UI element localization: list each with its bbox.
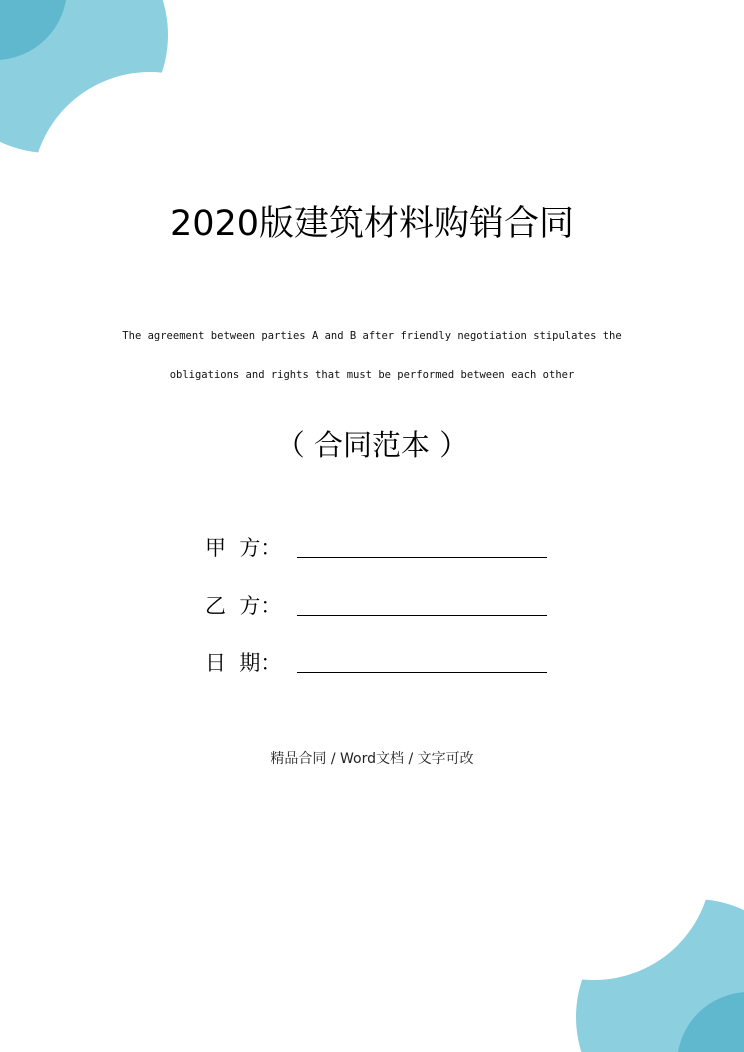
party-a-field	[205, 532, 547, 562]
date-blank-line[interactable]	[297, 672, 547, 673]
party-b-blank-line[interactable]	[297, 615, 547, 616]
document-title: 2020版建筑材料购销合同	[169, 204, 575, 244]
contract-sample-label: （ 合同范本 ）	[275, 428, 469, 462]
date-label: 日 期：	[205, 651, 282, 675]
party-b-label: 乙 方：	[205, 594, 282, 618]
top-left-decoration	[0, 0, 180, 200]
bottom-right-decoration	[564, 852, 744, 1052]
date-field	[205, 647, 547, 677]
subtitle-line-1: The agreement between parties A and B after friendly negotiation stipulates the	[122, 330, 622, 342]
footer-note: 精品合同 / Word文档 / 文字可改	[270, 751, 474, 767]
party-a-label: 甲 方：	[205, 536, 282, 560]
party-a-blank-line[interactable]	[297, 557, 547, 558]
party-b-field	[205, 590, 547, 620]
subtitle-line-2: obligations and rights that must be performed between each other	[169, 369, 575, 381]
